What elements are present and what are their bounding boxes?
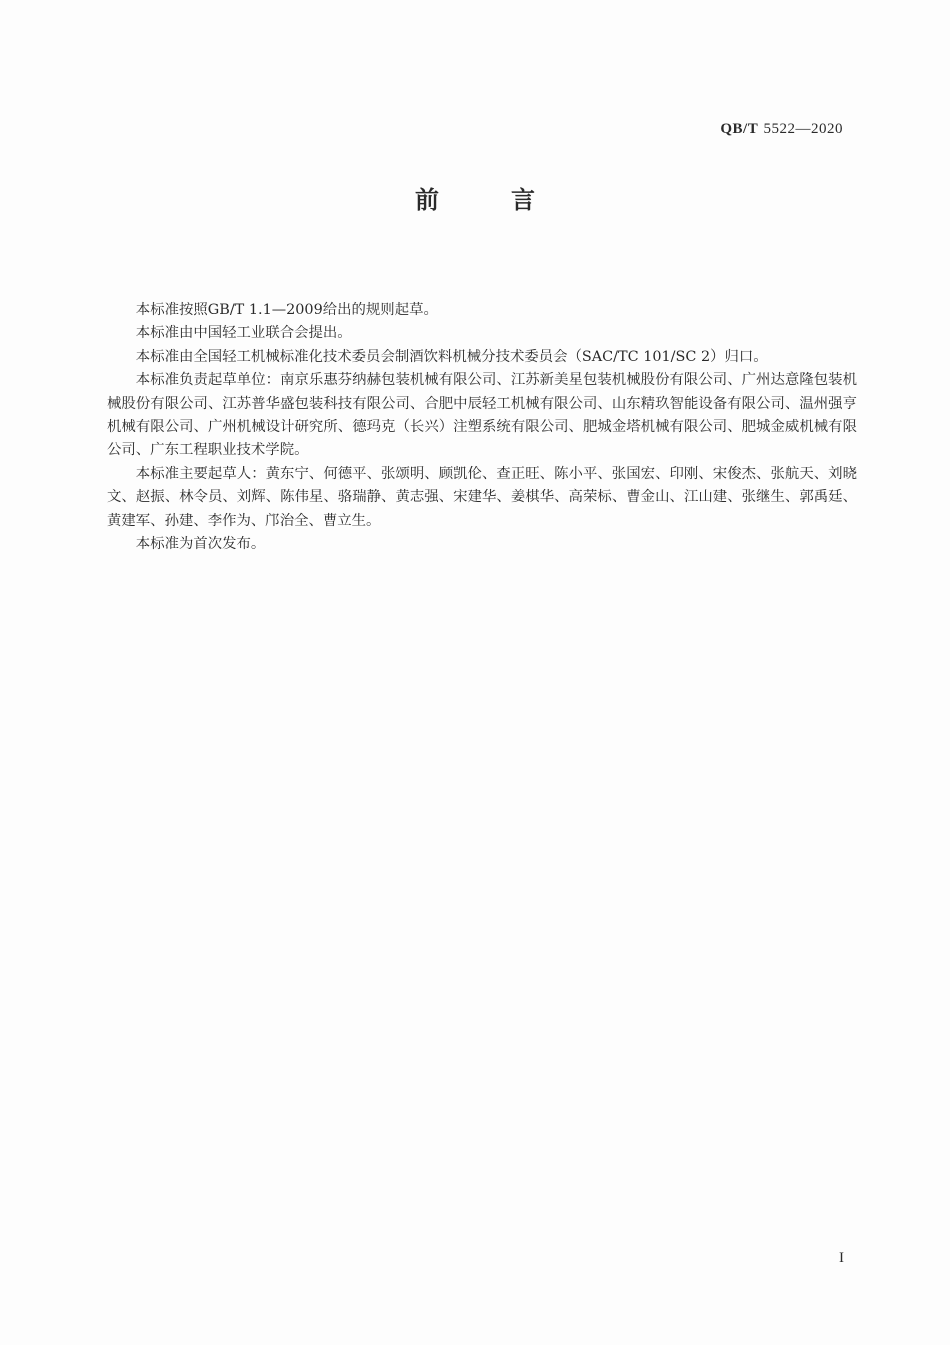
paragraph-drafters: 本标准主要起草人：黄东宁、何德平、张颂明、顾凯伦、查正旺、陈小平、张国宏、印刚、宋俊杰、张航天、刘晓文、赵振、林令员、刘辉、陈伟星、骆瑞静、黄志强、宋建华、姜棋华、高荣标、曹金山、江山建、张继生、郭禹廷、黄建军、孙建、李作为、邝治全、曹立生。	[107, 465, 857, 529]
standard-year-number: 5522—2020	[763, 121, 843, 137]
standard-number	[720, 119, 843, 138]
paragraph-committee: 本标准由全国轻工机械标准化技术委员会制酒饮料机械分技术委员会（SAC/TC 101/SC 2）归口。	[135, 348, 768, 365]
standard-code: QB/T	[720, 121, 759, 137]
paragraph-drafting-units: 本标准负责起草单位：南京乐惠芬纳赫包装机械有限公司、江苏新美星包装机械股份有限公司、广州达意隆包装机械股份有限公司、江苏普华盛包装科技有限公司、合肥中辰轻工机械有限公司、山东精玖智能设备有限公司、温州强亨机械有限公司、广州机械设计研究所、德玛克（长兴）注塑系统有限公司、肥城金塔机械有限公司、肥城金威机械有限公司、广东工程职业技术学院。	[107, 372, 857, 459]
paragraph-first-release: 本标准为首次发布。	[135, 536, 266, 553]
paragraph-drafting-rules: 本标准按照GB/T 1.1—2009给出的规则起草。	[135, 302, 438, 318]
paragraph-proposer: 本标准由中国轻工业联合会提出。	[135, 325, 352, 342]
page-title: 前 言	[415, 186, 559, 214]
page-number: I	[839, 1250, 844, 1266]
foreword-body	[107, 299, 857, 556]
